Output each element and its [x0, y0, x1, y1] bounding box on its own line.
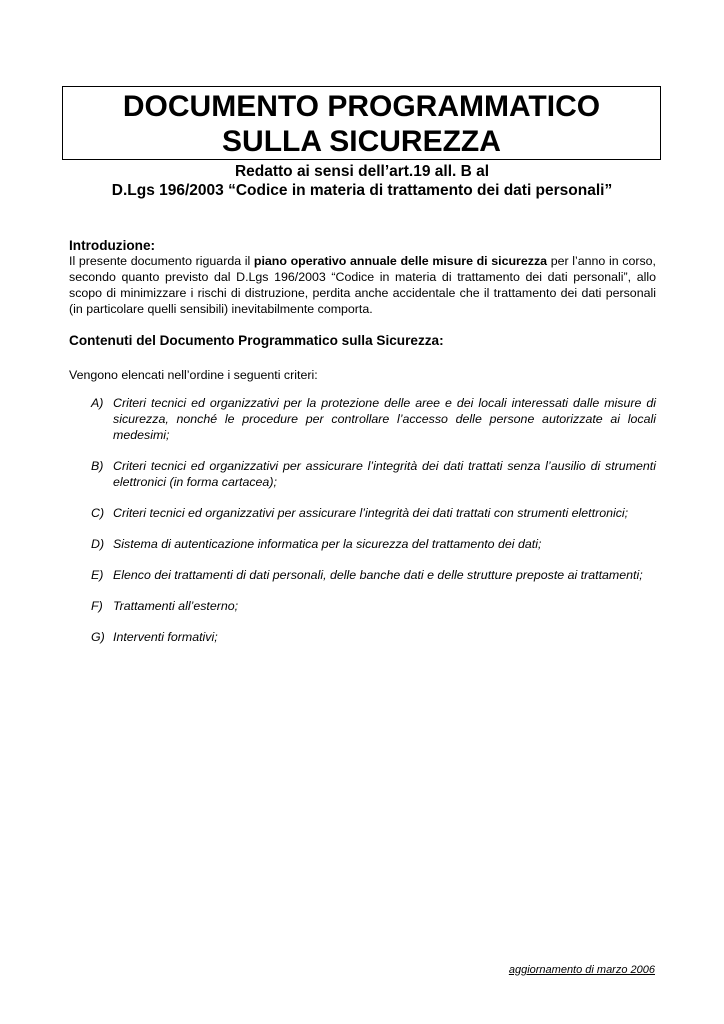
document-title-box [62, 86, 661, 160]
document-title-line-2: SULLA SICUREZZA [222, 125, 501, 158]
list-item-letter: A) [91, 396, 104, 410]
document-subtitle-line-1: Redatto ai sensi dell’art.19 all. B al [234, 163, 490, 180]
document-subtitle-line-2: D.Lgs 196/2003 “Codice in materia di trattamento dei dati personali” [111, 182, 613, 199]
criteria-list-item [69, 567, 656, 583]
criteria-list-item [69, 536, 656, 552]
introduction-text-bold: piano operativo annuale delle misure di sicurezza [253, 254, 548, 268]
introduction-text-after: per l’anno in corso, secondo quanto previsto dal D.Lgs 196/2003 “Codice in materia di trattamento dei dati personali”, allo scopo di minimizzare i rischi di distruzione, perdita anche accidentale che il trattamento dei dati personali (in particolare quelli sensibili) inevitabilmente comporta. [69, 254, 656, 316]
list-item-letter: D) [91, 537, 105, 551]
list-item-letter: B) [91, 459, 104, 473]
list-item-text: Criteri tecnici ed organizzativi per assicurare l’integrità dei dati trattati con strumenti elettronici; [113, 506, 629, 520]
introduction-heading: Introduzione: [69, 238, 156, 253]
list-item-text: Criteri tecnici ed organizzativi per assicurare l’integrità dei dati trattati senza l’ausilio di strumenti elettronici (in forma cartacea); [113, 459, 656, 489]
list-item-text: Elenco dei trattamenti di dati personali, delle banche dati e delle strutture preposte ai trattamenti; [113, 568, 643, 582]
introduction-paragraph [69, 253, 656, 317]
criteria-list-item [69, 505, 656, 521]
criteria-list-item [69, 458, 656, 490]
contents-heading: Contenuti del Documento Programmatico sulla Sicurezza: [69, 333, 444, 348]
list-item-letter: F) [91, 599, 103, 613]
footer-update-note: aggiornamento di marzo 2006 [508, 964, 655, 976]
criteria-list-item [69, 629, 656, 645]
criteria-intro-text: Vengono elencati nell’ordine i seguenti criteri: [69, 368, 318, 382]
introduction-text-before: Il presente documento riguarda il [69, 254, 254, 268]
list-item-text: Criteri tecnici ed organizzativi per la protezione delle aree e dei locali interessati dalle misure di sicurezza, nonché le procedure per controllare l’accesso delle persone autorizzate ai locali medesimi; [113, 396, 656, 442]
list-item-letter: C) [91, 506, 105, 520]
list-item-letter: E) [91, 568, 104, 582]
document-title-line-1: DOCUMENTO PROGRAMMATICO [122, 90, 601, 123]
list-item-text: Trattamenti all’esterno; [113, 599, 239, 613]
list-item-text: Sistema di autenticazione informatica per la sicurezza del trattamento dei dati; [113, 537, 542, 551]
criteria-list-item [69, 395, 656, 443]
criteria-list-item [69, 598, 656, 614]
list-item-text: Interventi formativi; [113, 630, 218, 644]
criteria-list [69, 395, 656, 660]
list-item-letter: G) [91, 630, 105, 644]
